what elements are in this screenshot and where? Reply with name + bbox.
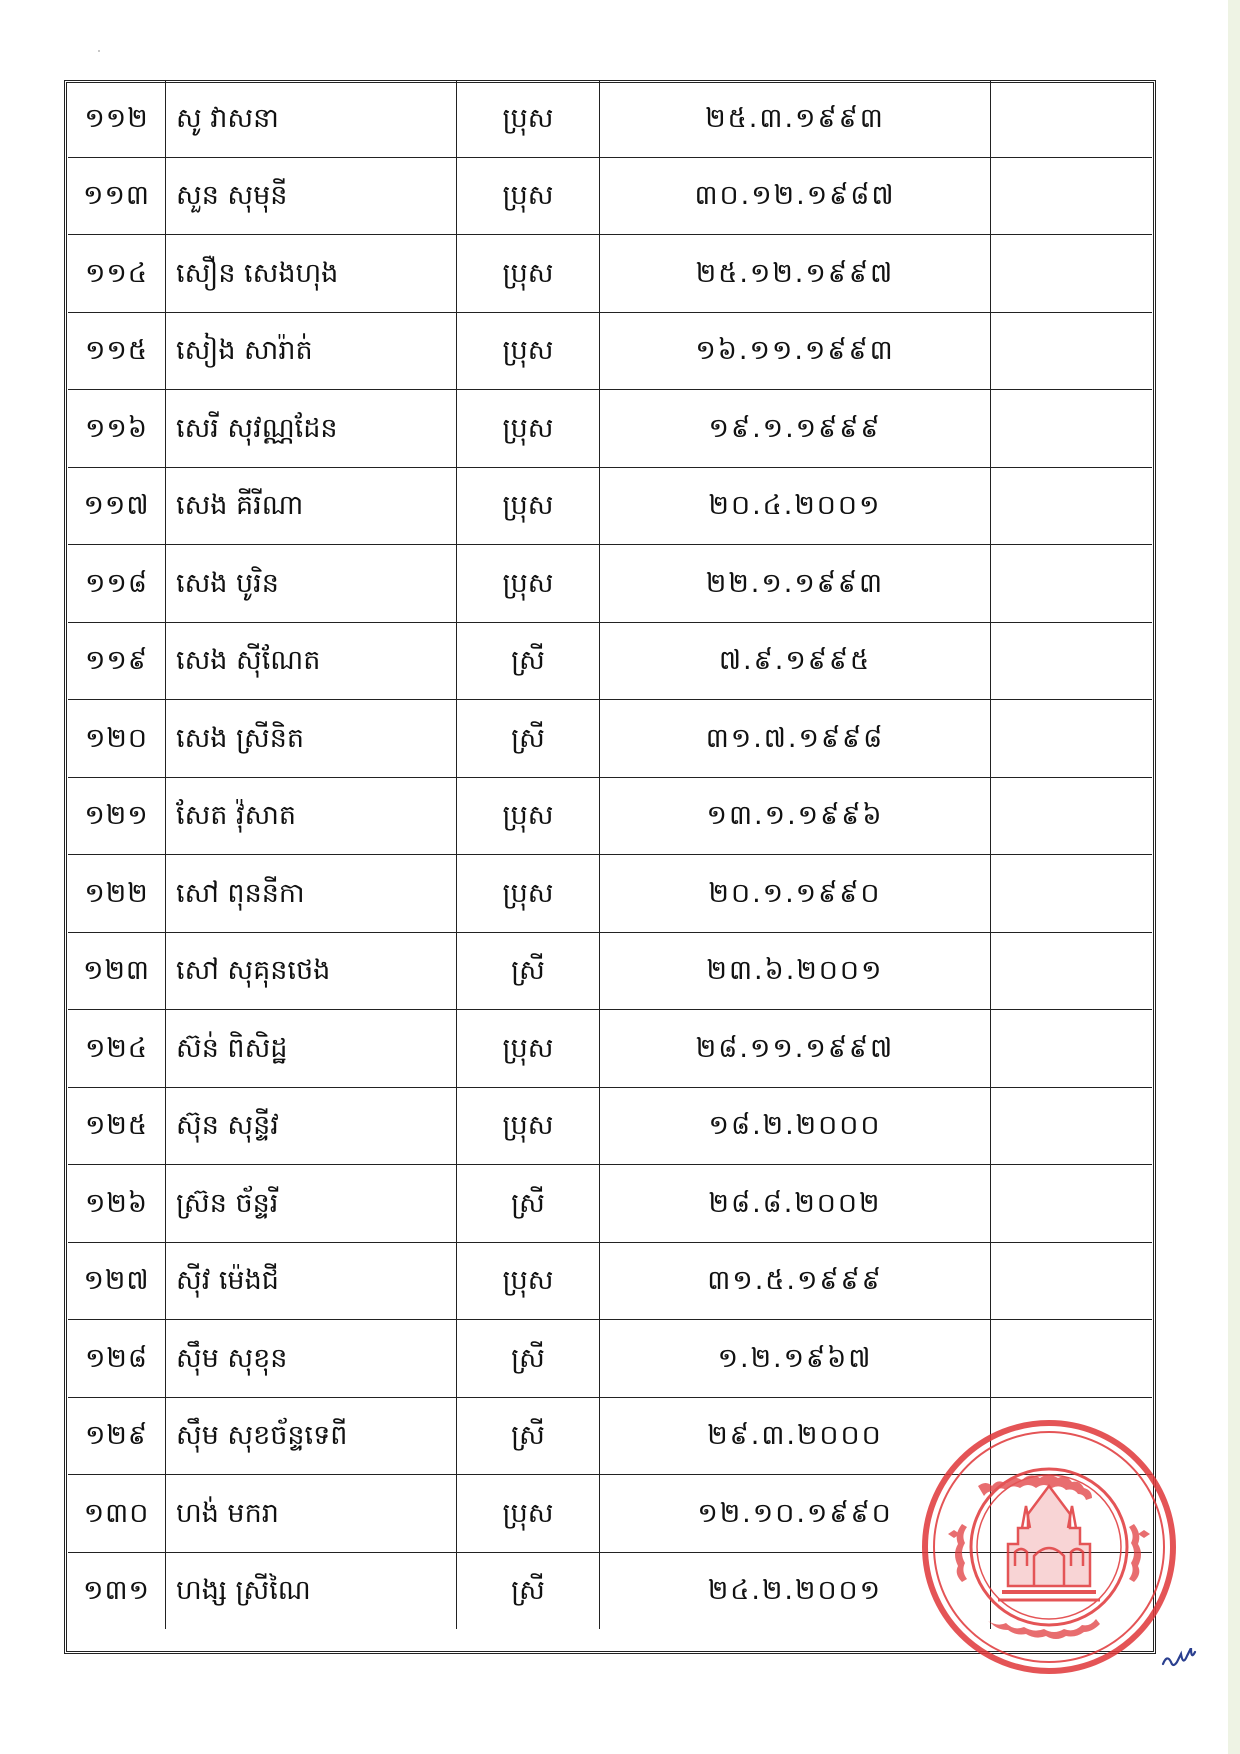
remarks-cell	[991, 1010, 1153, 1088]
remarks-cell	[991, 467, 1153, 545]
table-row	[68, 1165, 1152, 1243]
remarks-cell	[991, 312, 1153, 390]
person-name: ស៊ឹម សុខុន	[166, 1320, 457, 1398]
person-name: សេង ស៊ីណែត	[166, 622, 457, 700]
table-row	[68, 467, 1152, 545]
date-of-birth: ១៦.១១.១៩៩៣	[600, 312, 991, 390]
row-number: ១៣០	[68, 1475, 166, 1553]
date-of-birth: ១.២.១៩៦៧	[600, 1320, 991, 1398]
person-name: ស៊ីវ ម៉េងជី	[166, 1242, 457, 1320]
row-number: ១២៣	[68, 932, 166, 1010]
gender: ស្រី	[457, 700, 600, 778]
person-name: សេរី សុវណ្ណដែន	[166, 390, 457, 468]
gender: ស្រី	[457, 1165, 600, 1243]
table-row	[68, 932, 1152, 1010]
date-of-birth: ២៨.៨.២០០២	[600, 1165, 991, 1243]
table-row	[68, 312, 1152, 390]
person-name: សៅ ពុននីកា	[166, 855, 457, 933]
gender: ប្រុស	[457, 1010, 600, 1088]
row-number: ១១៥	[68, 312, 166, 390]
row-number: ១២៥	[68, 1087, 166, 1165]
table-row	[68, 1242, 1152, 1320]
table-row	[68, 1010, 1152, 1088]
table-row	[68, 545, 1152, 623]
gender: ស្រី	[457, 1397, 600, 1475]
person-name: សែត វ៉ុសាត	[166, 777, 457, 855]
date-of-birth: ១៣.១.១៩៩៦	[600, 777, 991, 855]
person-name: សេង បូរិន	[166, 545, 457, 623]
remarks-cell	[991, 700, 1153, 778]
gender: ប្រុស	[457, 855, 600, 933]
row-number: ១១៩	[68, 622, 166, 700]
table-row	[68, 235, 1152, 313]
row-number: ១២៤	[68, 1010, 166, 1088]
date-of-birth: ២៣.៦.២០០១	[600, 932, 991, 1010]
person-name: ស៊ឹម សុខច័ន្ទទេពី	[166, 1397, 457, 1475]
date-of-birth: ១៨.២.២០០០	[600, 1087, 991, 1165]
person-name: ស្រ៊ន ច័ន្ទរី	[166, 1165, 457, 1243]
table-row	[68, 855, 1152, 933]
row-number: ១១៧	[68, 467, 166, 545]
gender: ប្រុស	[457, 467, 600, 545]
date-of-birth: ២០.១.១៩៩០	[600, 855, 991, 933]
table-row	[68, 80, 1152, 157]
gender: ស្រី	[457, 1320, 600, 1398]
person-name: សៀង សារ៉ាត់	[166, 312, 457, 390]
date-of-birth: ២៥.៣.១៩៩៣	[600, 80, 991, 157]
person-name: សួន សុមុនី	[166, 157, 457, 235]
remarks-cell	[991, 622, 1153, 700]
gender: ប្រុស	[457, 1087, 600, 1165]
remarks-cell	[991, 235, 1153, 313]
date-of-birth: ៧.៩.១៩៩៥	[600, 622, 991, 700]
row-number: ១២៨	[68, 1320, 166, 1398]
row-number: ១២៩	[68, 1397, 166, 1475]
table-row	[68, 622, 1152, 700]
person-name: ហង់ មករា	[166, 1475, 457, 1553]
remarks-cell	[991, 1242, 1153, 1320]
person-name: ស៊ន់ ពិសិដ្ឋ	[166, 1010, 457, 1088]
person-name: សឿន សេងហុង	[166, 235, 457, 313]
table-row	[68, 1087, 1152, 1165]
roster-body	[68, 80, 1152, 1629]
date-of-birth: ១៩.១.១៩៩៩	[600, 390, 991, 468]
date-of-birth: ២០.៤.២០០១	[600, 467, 991, 545]
remarks-cell	[991, 777, 1153, 855]
person-name: សូ វាសនា	[166, 80, 457, 157]
remarks-cell	[991, 390, 1153, 468]
row-number: ១២៦	[68, 1165, 166, 1243]
table-row	[68, 390, 1152, 468]
remarks-cell	[991, 1320, 1153, 1398]
row-number: ១១៤	[68, 235, 166, 313]
table-row	[68, 777, 1152, 855]
date-of-birth: ២៩.៣.២០០០	[600, 1397, 991, 1475]
gender: ប្រុស	[457, 545, 600, 623]
date-of-birth: ២៨.១១.១៩៩៧	[600, 1010, 991, 1088]
scan-edge	[1228, 0, 1240, 1754]
gender: ប្រុស	[457, 1242, 600, 1320]
gender: ប្រុស	[457, 235, 600, 313]
remarks-cell	[991, 932, 1153, 1010]
gender: ប្រុស	[457, 1475, 600, 1553]
signature-initials	[1160, 1648, 1200, 1674]
gender: ស្រី	[457, 1552, 600, 1629]
date-of-birth: ២៤.២.២០០១	[600, 1552, 991, 1629]
row-number: ១១៨	[68, 545, 166, 623]
date-of-birth: ៣០.១២.១៩៨៧	[600, 157, 991, 235]
person-name: ហង្ស ស្រីណៃ	[166, 1552, 457, 1629]
row-number: ១២០	[68, 700, 166, 778]
gender: ស្រី	[457, 932, 600, 1010]
remarks-cell	[991, 545, 1153, 623]
row-number: ១៣១	[68, 1552, 166, 1629]
table-row	[68, 157, 1152, 235]
table-row	[68, 1320, 1152, 1398]
gender: ប្រុស	[457, 390, 600, 468]
remarks-cell	[991, 157, 1153, 235]
gender: ប្រុស	[457, 312, 600, 390]
remarks-cell	[991, 80, 1153, 157]
official-seal	[918, 1416, 1180, 1678]
person-name: ស៊ុន សុន្ទីវ	[166, 1087, 457, 1165]
row-number: ១១៦	[68, 390, 166, 468]
roster-table	[68, 80, 1152, 1629]
date-of-birth: ២២.១.១៩៩៣	[600, 545, 991, 623]
row-number: ១២៧	[68, 1242, 166, 1320]
person-name: សេង ស្រីនិត	[166, 700, 457, 778]
person-name: សេង គីរីណា	[166, 467, 457, 545]
row-number: ១២១	[68, 777, 166, 855]
date-of-birth: ៣១.៥.១៩៩៩	[600, 1242, 991, 1320]
remarks-cell	[991, 855, 1153, 933]
angkor-emblem	[998, 1486, 1100, 1600]
date-of-birth: ១២.១០.១៩៩០	[600, 1475, 991, 1553]
gender: ប្រុស	[457, 777, 600, 855]
date-of-birth: ៣១.៧.១៩៩៨	[600, 700, 991, 778]
row-number: ១២២	[68, 855, 166, 933]
date-of-birth: ២៥.១២.១៩៩៧	[600, 235, 991, 313]
row-number: ១១២	[68, 80, 166, 157]
remarks-cell	[991, 1165, 1153, 1243]
gender: ប្រុស	[457, 157, 600, 235]
gender: ស្រី	[457, 622, 600, 700]
gender: ប្រុស	[457, 80, 600, 157]
scan-speck	[98, 50, 100, 52]
person-name: សៅ សុគុនថេង	[166, 932, 457, 1010]
row-number: ១១៣	[68, 157, 166, 235]
remarks-cell	[991, 1087, 1153, 1165]
table-row	[68, 700, 1152, 778]
